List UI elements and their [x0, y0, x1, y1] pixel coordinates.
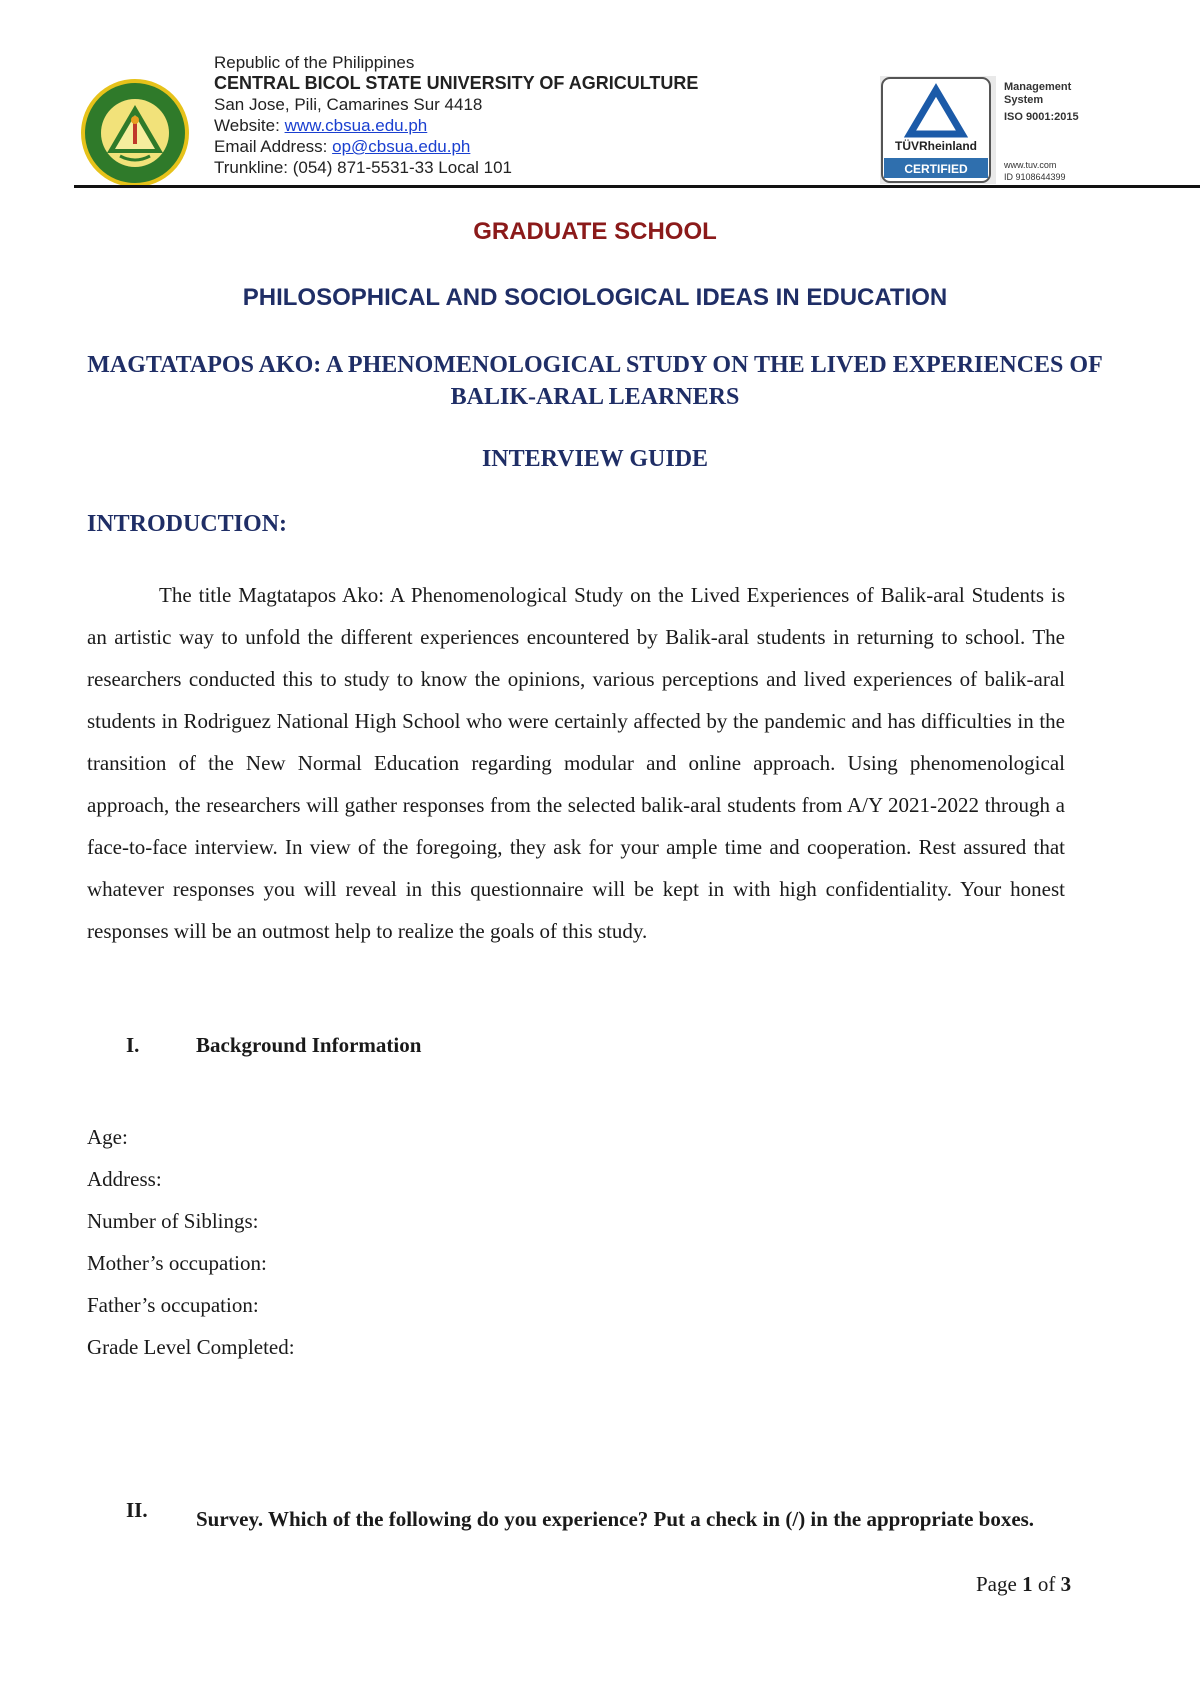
interview-guide-heading: INTERVIEW GUIDE	[481, 446, 709, 472]
field-address: Address:	[87, 1167, 162, 1191]
course-heading: PHILOSOPHICAL AND SOCIOLOGICAL IDEAS IN EDUCATION	[242, 284, 948, 311]
email-link[interactable]: op@cbsua.edu.ph	[332, 137, 471, 156]
cert-line1: Management	[1004, 81, 1072, 93]
page-number	[976, 1572, 1071, 1597]
field-siblings: Number of Siblings:	[87, 1209, 259, 1233]
field-grade-level: Grade Level Completed:	[87, 1335, 295, 1359]
letterhead	[0, 0, 1200, 190]
website-line	[214, 115, 698, 136]
page-label: Page	[976, 1572, 1023, 1596]
cert-brand: TÜVRheinland	[894, 139, 978, 153]
study-title: MAGTATAPOS AKO: A PHENOMENOLOGICAL STUDY ON THE LIVED EXPERIENCES OF BALIK-ARAL LEARNERS	[87, 352, 1103, 410]
cert-iso: ISO 9001:2015	[1004, 111, 1079, 123]
cert-id: ID 9108644399	[1004, 172, 1066, 182]
republic-line: Republic of the Philippines	[214, 53, 415, 72]
header-divider	[74, 185, 1200, 188]
university-info	[214, 52, 698, 178]
email-label: Email Address:	[214, 137, 333, 156]
cert-certified: CERTIFIED	[904, 162, 968, 176]
cert-line2: System	[1004, 94, 1044, 106]
cert-url: www.tuv.com	[1004, 160, 1057, 170]
email-line	[214, 136, 698, 157]
background-fields	[87, 1116, 295, 1368]
introduction-heading: INTRODUCTION:	[87, 511, 288, 537]
website-label: Website:	[214, 116, 285, 135]
section1-title: Background Information	[196, 1033, 422, 1057]
page-of: of	[1032, 1572, 1061, 1596]
section2-text: Survey. Which of the following do you experience? Put a check in (/) in the appropriate boxes.	[196, 1507, 1035, 1531]
school-heading: GRADUATE SCHOOL	[473, 218, 717, 245]
field-age: Age:	[87, 1125, 128, 1149]
introduction-paragraph: The title Magtatapos Ako: A Phenomenological Study on the Lived Experiences of Balik-aral Students is an artistic way to unfold the different experiences encountered by Balik-aral students in returning to school. The researchers conducted this to study to know the opinions, various perceptions and lived experiences of balik-aral students in Rodriguez National High School who were certainly affected by the pandemic and has difficulties in the transition of the New Normal Education regarding modular and online approach. Using phenomenological approach, the researchers will gather responses from the selected balik-aral students from A/Y 2021-2022 through a face-to-face interview. In view of the foregoing, they ask for your ample time and cooperation. Rest assured that whatever responses you will reveal in this questionnaire will be kept in with high confidentiality. Your honest responses will be an outmost help to realize the goals of this study.	[87, 583, 1065, 943]
tuv-certification-badge	[880, 76, 1105, 184]
website-link[interactable]: www.cbsua.edu.ph	[284, 116, 428, 135]
page-total: 3	[1060, 1572, 1072, 1596]
page-current: 1	[1022, 1572, 1033, 1596]
field-father-occupation: Father’s occupation:	[87, 1293, 259, 1317]
university-name: CENTRAL BICOL STATE UNIVERSITY OF AGRICULTURE	[214, 73, 699, 93]
field-mother-occupation: Mother’s occupation:	[87, 1251, 267, 1275]
section1-number: I.	[126, 1033, 140, 1057]
university-seal-logo	[80, 78, 190, 188]
trunkline: Trunkline: (054) 871-5531-33 Local 101	[214, 158, 513, 177]
section2-number: II.	[126, 1498, 148, 1522]
university-address: San Jose, Pili, Camarines Sur 4418	[214, 95, 483, 114]
